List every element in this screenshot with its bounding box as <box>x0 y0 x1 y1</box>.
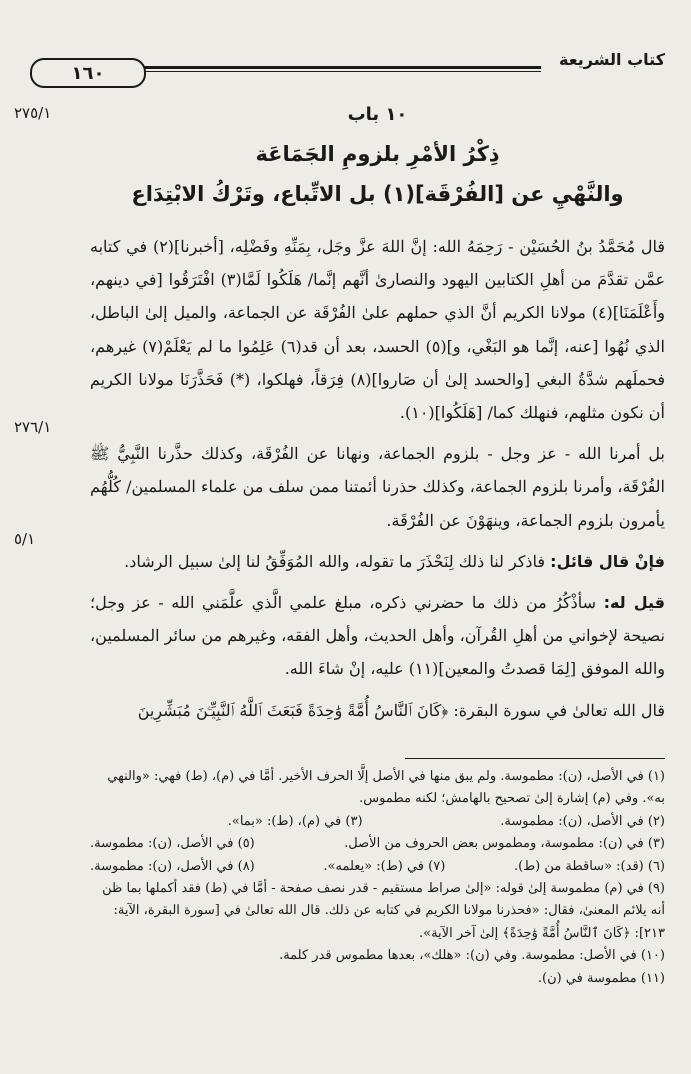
margin-ref-3: ٥/١ <box>14 530 36 548</box>
footnote-2: (٢) في الأصل، (ن): مطموسة. <box>500 813 665 829</box>
chapter-label: ١٠ باب <box>347 104 408 125</box>
header-rule-thin <box>112 71 541 72</box>
footnote-9: (٩) في (م) مطموسة إلىٰ قوله: «إلىٰ صراط مستقيم - قدر نصف صفحة - أمَّا في (ط) فقد أكملها بما ظن أنه يلائم المعنىٰ، فقال: «فحذرنا مولانا الكريم في كتابه عن ذلك. قال الله تعالىٰ في [سورة البقرة، الآية: ٢١٣]: ﴿كَانَ ٱلنَّاسُ أُمَّةً وَٰحِدَةً﴾ إلىٰ آخر الآية». <box>102 881 665 941</box>
margin-ref-1: ٢٧٥/١ <box>14 104 52 122</box>
paragraph-4-lead: قيل له: <box>603 593 666 613</box>
footnote-3: (٣) في (ن): مطموسة، ومطموس بعض الحروف من الأصل. <box>344 836 665 852</box>
paragraph-5: قال الله تعالىٰ في سورة البقرة: ﴿كَانَ ٱلنَّاسُ أُمَّةً وَٰحِدَةً فَبَعَثَ ٱللَّهُ ٱلنَّبِيِّـۧنَ مُبَشِّرِينَ <box>137 700 665 720</box>
footnote-1: (١) في الأصل، (ن): مطموسة. ولم يبق منها في الأصل إلَّا الحرف الأخير. أمَّا في (م)، (ط) فهي: «والنهي به». وفي (م) إشارة إلىٰ تصحيح بالهامش؛ لكنه مطموس. <box>107 769 665 807</box>
paragraph-3 <box>90 545 665 578</box>
footnote-11: (١١) مطموسة في (ن). <box>537 970 665 986</box>
paragraph-3-lead: فإنْ قال قائل: <box>550 551 665 571</box>
footnote-5: (٥) في الأصل، (ن): مطموسة. <box>90 836 255 852</box>
running-header-title: كتاب الشريعة <box>559 50 665 69</box>
chapter-title-line2: والنَّهْيِ عن [الفُرْقَة](١) بل الاتِّباع، وتَرْكُ الابْتِدَاع <box>131 182 624 206</box>
margin-ref-2: ٢٧٦/١ <box>14 418 52 436</box>
footnote-10: (١٠) في الأصل: مطموسة. وفي (ن): «هلك»، بعدها مطموس قدر كلمة. <box>279 948 665 964</box>
paragraph-4 <box>90 586 665 686</box>
paragraph-1: قال مُحَمَّدُ بنُ الحُسَيْن - رَحِمَهُ الله: إنَّ اللهَ عزَّ وجَل، بِمَنِّهِ وفَضْلِه، [أخبرنا](٢) في كتابه عمَّن تقدَّمَ من أهلِ الكتابين اليهود والنصارىٰ أنَّهم إنَّما/ هَلَكُوا لَمَّا(٣) افْتَرَقُوا [في دينهم، وأَعْلَمَنَا](٤) مولانا الكريم أنَّ الذي حملهم علىٰ الفُرْقَة عن الجماعة، والميل إلىٰ الباطل، الذي نُهُوا [عنه، إنَّما هو البَغْي، و](٥) الحسد، بعد أن قد(٦) عَلِمُوا ما لم يَعْلَمْ(٧) غيرهم، فحملَهم شدَّةُ البغي [والحسد إلىٰ أن صَاروا](٨) فِرَقاً، فهلكوا، (*) فَحَذَّرَنَا مولانا الكريم أن نكون مثلهم، فنهلك كما/ [هَلَكُوا](١٠). <box>90 237 666 423</box>
footnote-row-3 <box>90 833 665 855</box>
footnote-7: (٧) في (ط): «يعلمه». <box>323 858 446 874</box>
footnote-row-2 <box>90 811 665 833</box>
footnote-rule <box>405 758 665 759</box>
paragraph-4-text: سأذْكُرُ من ذلك ما حضرني ذكره، مبلغ علمي الَّذي علَّمَني الله - عز وجل؛ نصيحة لإخواني من أهلِ القُرآن، وأهل الحديث، وأهل الفقه، وغيرهم من سائر المسلمين، والله الموفق [لِمَا قصدتُ والمعين](١١) عليه، إنْ شاءَ الله. <box>90 593 665 679</box>
paragraph-2: بل أمرنا الله - عز وجل - بلزوم الجماعة، ونهانا عن الفُرْقَة، وكذلك حذَّرنا النَّبِيُّ ﷺ الفُرْقَة، وأمرنا بلزوم الجماعة، وكذلك حذرنا أئمتنا ممن سلف من علماء المسلمين/ كُلُّهُم يأمرون بلزوم الجماعة، وينهَوْنَ عن الفُرْقَة. <box>90 444 665 530</box>
chapter-title-line1: ذِكْرُ الأمْرِ بلزومِ الجَمَاعَة <box>255 142 500 166</box>
footnote-8: (٨) في الأصل، (ن): مطموسة. <box>90 858 255 874</box>
body-text <box>90 230 665 727</box>
header-rule <box>138 66 541 69</box>
footnotes <box>90 766 665 990</box>
footnote-6: (٦) (قد): «ساقطة من (ط). <box>513 858 665 874</box>
page-number: ١٦٠ <box>30 58 146 88</box>
footnote-3-inline: (٣) في (م)، (ط): «بما». <box>227 813 363 829</box>
footnote-row-4 <box>90 856 665 878</box>
paragraph-3-text: فاذكر لنا ذلك لِنَحْذَرَ ما تقوله، والله المُوَفِّقُ لنا إلىٰ سبيل الرشاد. <box>124 551 551 571</box>
